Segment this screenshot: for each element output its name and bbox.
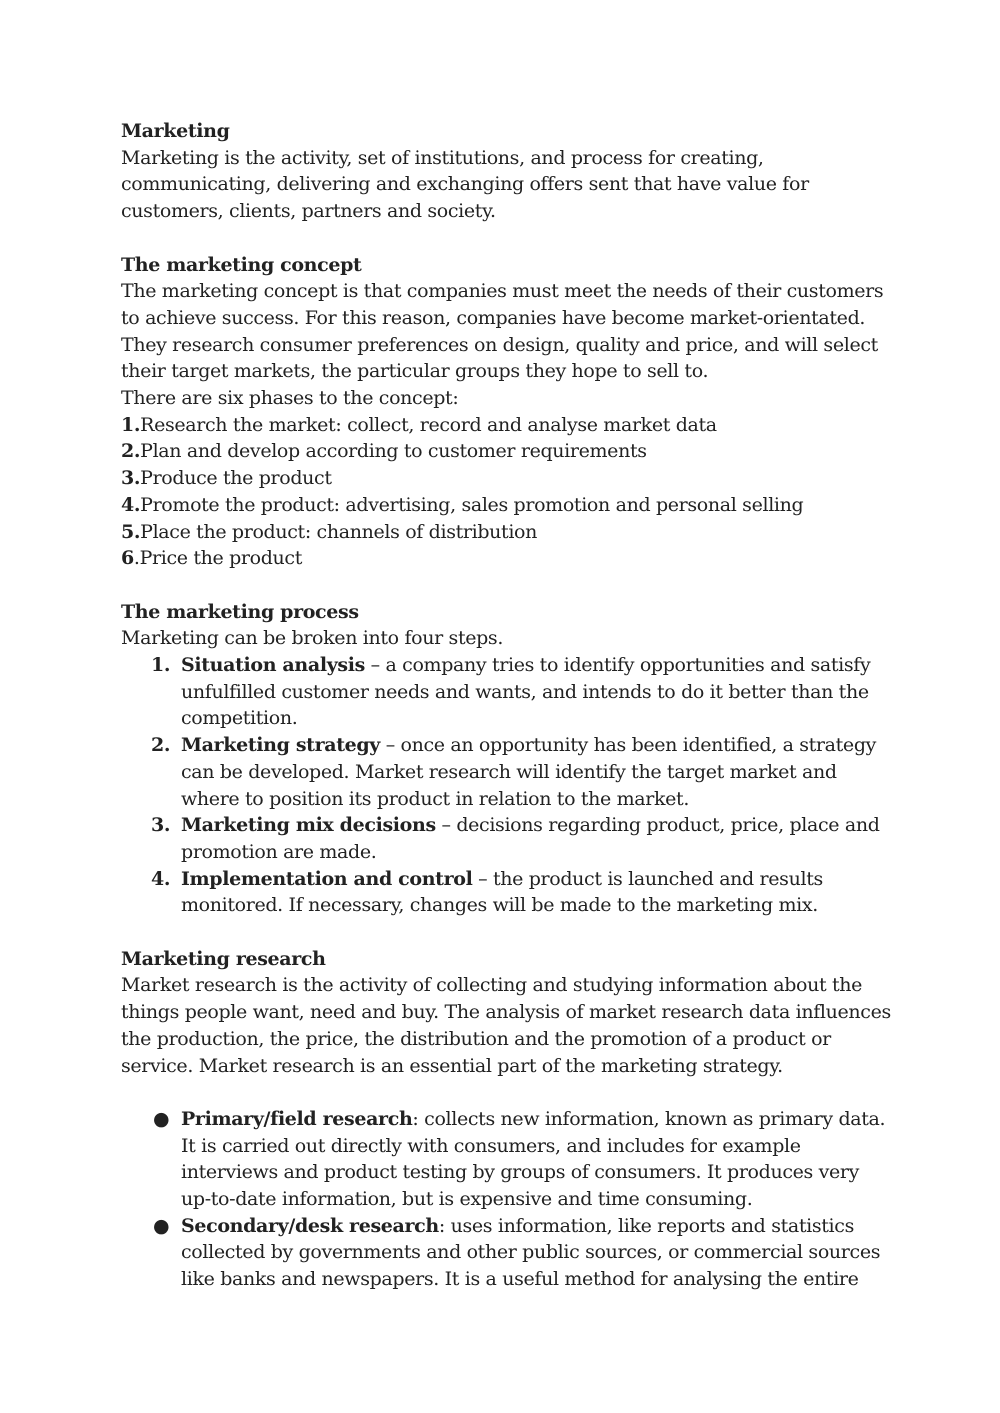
- phase-item: [121, 492, 891, 519]
- phase-text: Plan and develop according to customer requirements: [140, 440, 647, 463]
- process-step: [121, 812, 891, 865]
- phase-item: [121, 412, 891, 439]
- research-body: Market research is the activity of collecting and studying information about the things people want, need and buy. The analysis of market research data influences the production, the price, the distribution and the promotion of a product or service. Market research is an essential part of the marketing strategy.: [121, 974, 891, 1077]
- step-term: Situation analysis: [181, 654, 365, 677]
- research-type-item: [121, 1213, 891, 1293]
- step-number: 2.: [151, 734, 171, 757]
- phase-item: [121, 545, 891, 572]
- phase-number: 2.: [121, 440, 141, 463]
- phases-intro: There are six phases to the concept:: [121, 387, 459, 410]
- research-term: Secondary/desk research: [181, 1214, 439, 1237]
- phase-number: 5.: [121, 520, 141, 543]
- phase-item: [121, 465, 891, 492]
- section-title-marketing: Marketing: [121, 120, 230, 142]
- research-types-list: [121, 1106, 891, 1293]
- research-type-item: [121, 1106, 891, 1213]
- section-title-marketing-process: The marketing process: [121, 600, 359, 623]
- research-term: Primary/field research: [181, 1107, 413, 1130]
- research-text: : uses information, like reports and statistics collected by governments and other public sources, or commercial sources like banks and newspapers. It is a useful method for analysing the entire: [181, 1214, 881, 1291]
- step-number: 1.: [151, 654, 171, 677]
- phase-number: 3.: [121, 467, 141, 490]
- spacer: [121, 572, 891, 599]
- step-number: 4.: [151, 867, 171, 890]
- process-steps-list: [121, 652, 891, 919]
- phases-list: [121, 412, 891, 572]
- document-page: [121, 118, 891, 1293]
- phase-text: Place the product: channels of distribution: [140, 520, 538, 543]
- marketing-concept-body: The marketing concept is that companies must meet the needs of their customers to achieve success. For this reason, companies have become market-orientated. They research consumer preferences on design, quality and price, and will select their target markets, the particular groups they hope to sell to.: [121, 280, 884, 383]
- bullet-icon: ●: [153, 1214, 170, 1237]
- phase-text: Promote the product: advertising, sales promotion and personal selling: [140, 493, 804, 516]
- spacer: [121, 225, 891, 252]
- phase-text: .Price the product: [133, 547, 302, 570]
- process-step: [121, 866, 891, 919]
- step-text: – a company tries to identify opportunities and satisfy unfulfilled customer needs and wants, and intends to do it better than the competition.: [181, 654, 871, 730]
- process-step: [121, 652, 891, 732]
- research-text: : collects new information, known as primary data. It is carried out directly with consumers, and includes for example interviews and product testing by groups of consumers. It produces very up-to-date information, but is expensive and time consuming.: [181, 1107, 886, 1211]
- process-step: [121, 732, 891, 812]
- section-title-marketing-concept: The marketing concept: [121, 253, 362, 276]
- step-term: Implementation and control: [181, 867, 473, 890]
- process-intro: Marketing can be broken into four steps.: [121, 627, 504, 650]
- step-text: – once an opportunity has been identified, a strategy can be developed. Market research will identify the target market and where to position its product in relation to the market.: [181, 734, 877, 810]
- phase-number: 4.: [121, 493, 141, 516]
- phase-text: Research the market: collect, record and analyse market data: [140, 413, 717, 436]
- phase-text: Produce the product: [140, 467, 332, 490]
- step-term: Marketing mix decisions: [181, 814, 436, 837]
- step-text: – decisions regarding product, price, place and promotion are made.: [181, 814, 880, 863]
- step-term: Marketing strategy: [181, 734, 380, 757]
- bullet-icon: ●: [153, 1107, 170, 1130]
- section-title-marketing-research: Marketing research: [121, 947, 326, 970]
- phase-item: [121, 519, 891, 546]
- spacer: [121, 919, 891, 946]
- marketing-definition: Marketing is the activity, set of institutions, and process for creating, communicating, delivering and exchanging offers sent that have value for customers, clients, partners and society.: [121, 146, 809, 223]
- phase-item: [121, 438, 891, 465]
- step-text: – the product is launched and results monitored. If necessary, changes will be made to the marketing mix.: [181, 867, 823, 917]
- step-number: 3.: [151, 814, 171, 837]
- phase-number: 1.: [121, 413, 141, 436]
- spacer: [121, 1079, 891, 1106]
- phase-number: 6: [121, 547, 134, 570]
